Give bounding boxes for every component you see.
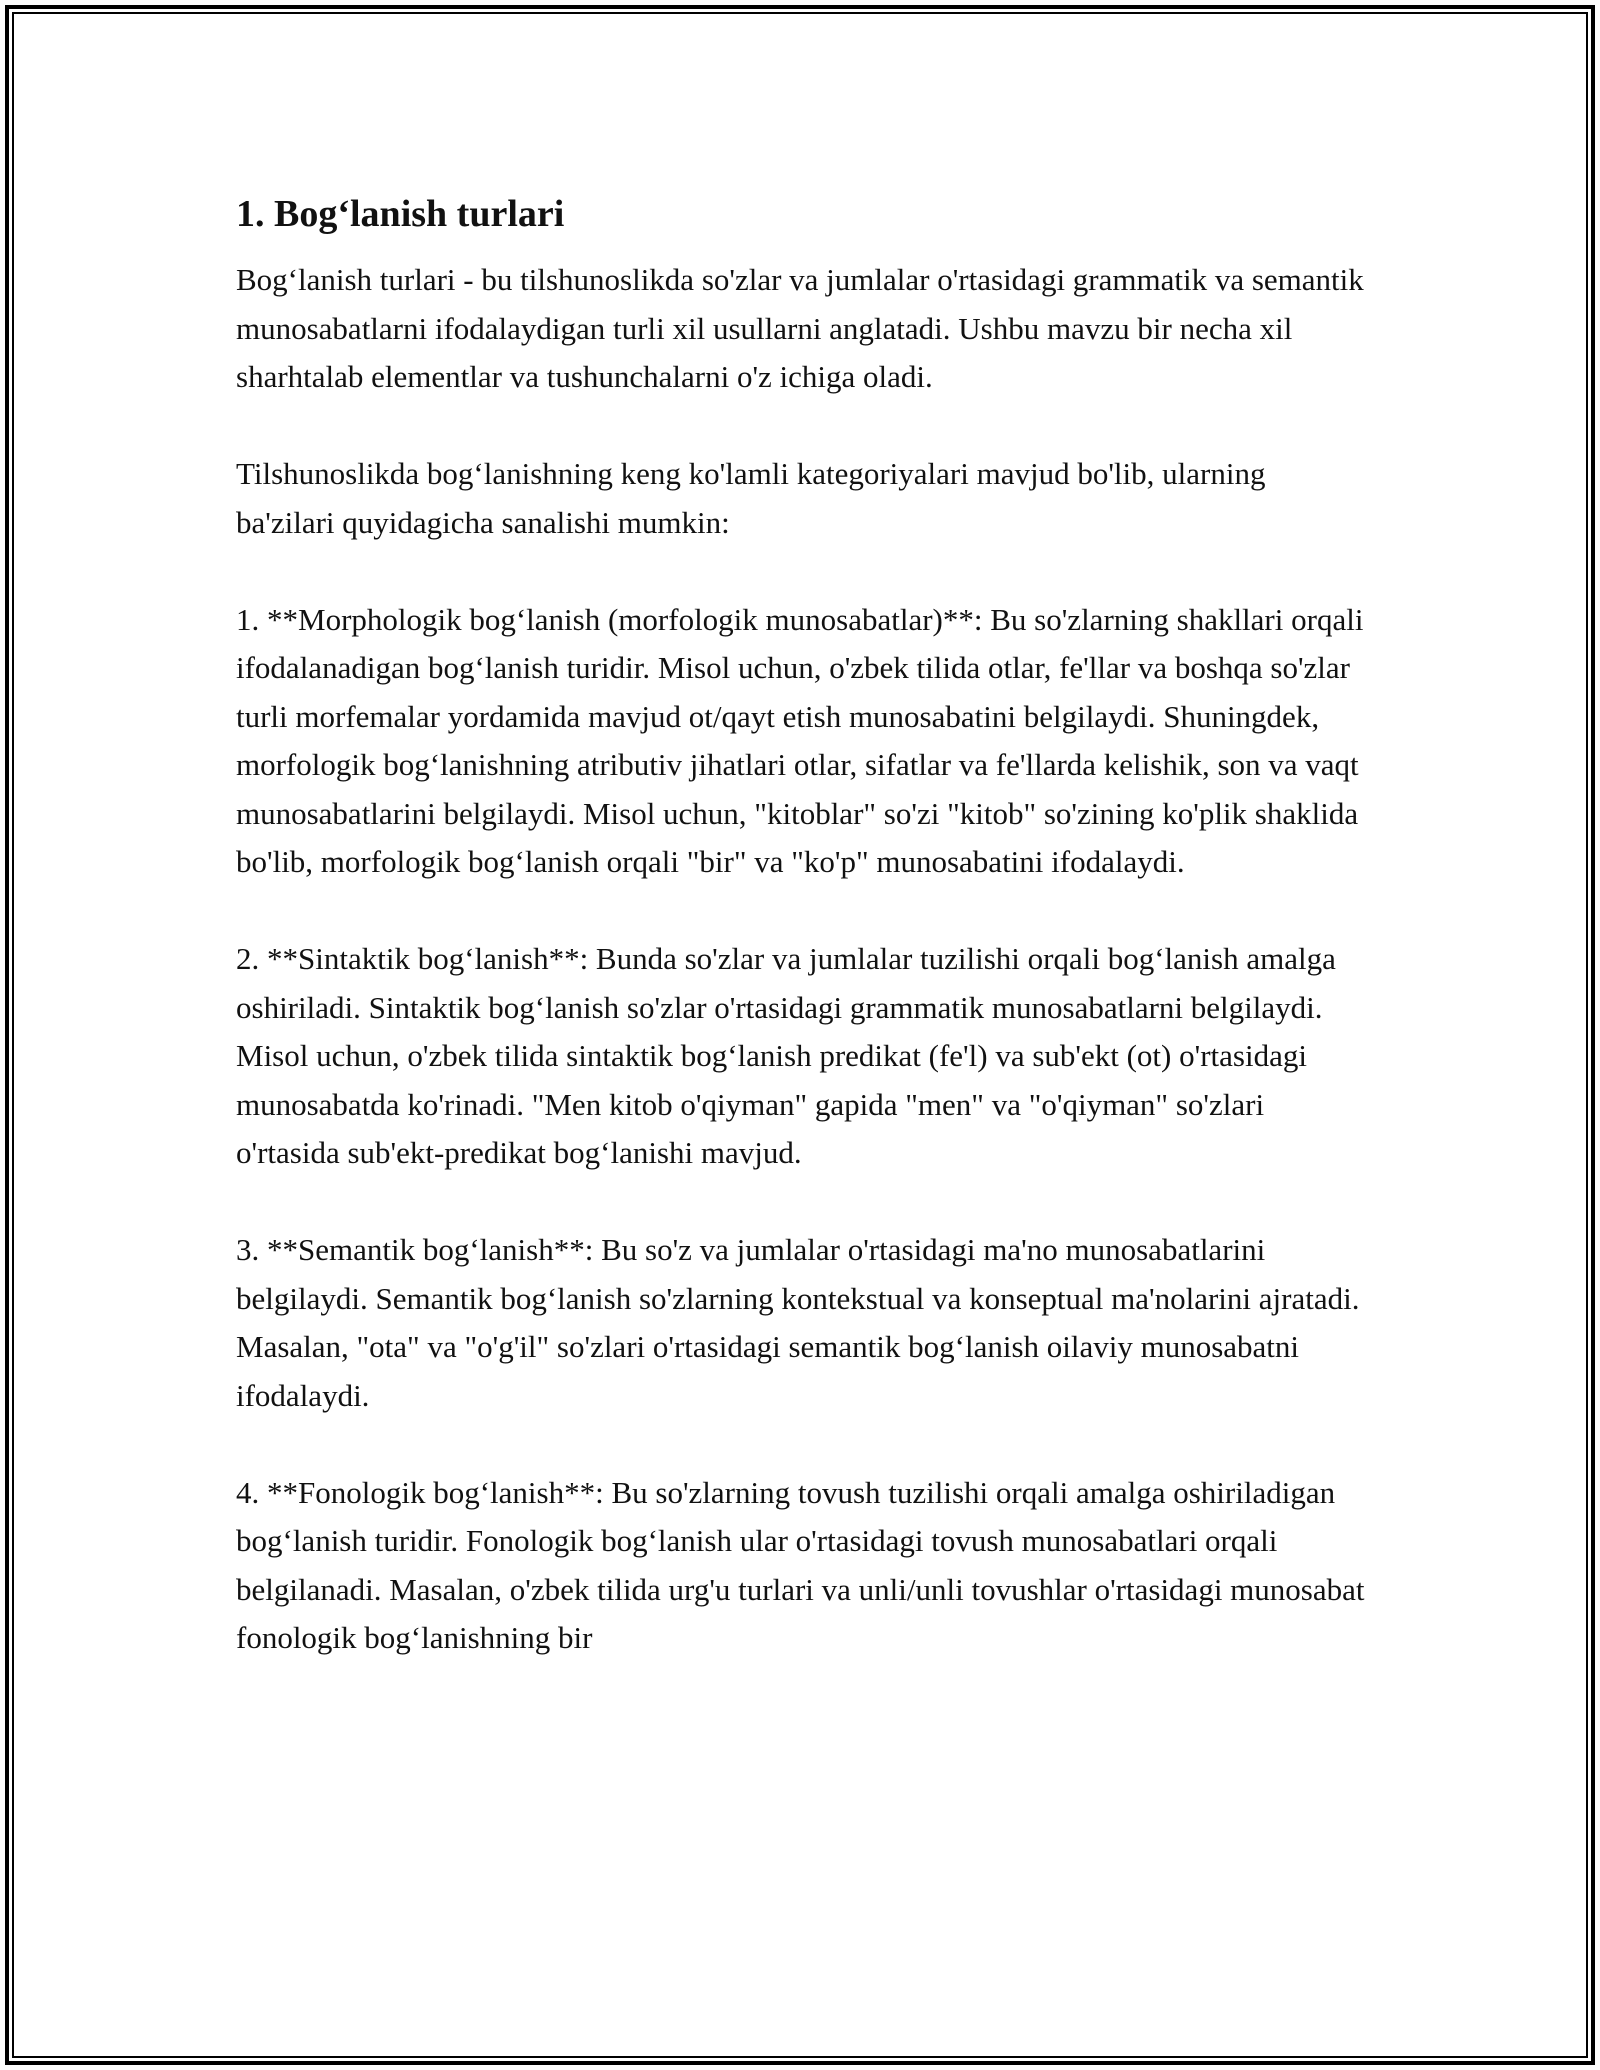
document-body [236, 186, 1366, 1663]
section-heading: 1. Bog‘lanish turlari [236, 193, 565, 235]
paragraph-morphological: 1. **Morphologik bog‘lanish (morfologik munosabatlar)**: Bu so'zlarning shakllari orqali ifodalanadigan bog‘lanish turidir. Misol uchun, o'zbek tilida otlar, fe'llar va boshqa so'zlar turli morfemalar yordamida mavjud ot/qayt etish munosabatini belgilaydi. Shuningdek, morfologik bog‘lanishning atributiv jihatlari otlar, sifatlar va fe'llarda kelishik, son va vaqt munosabatlarini belgilaydi. Misol uchun, "kitoblar" so'zi "kitob" so'zining ko'plik shaklida bo'lib, morfologik bog‘lanish orqali "bir" va "ko'p" munosabatini ifodalaydi. [236, 601, 1364, 879]
paragraph-semantic: 3. **Semantik bog‘lanish**: Bu so'z va jumlalar o'rtasidagi ma'no munosabatlarini belgilaydi. Semantik bog‘lanish so'zlarning kontekstual va konseptual ma'nolarini ajratadi. Masalan, "ota" va "o'g'il" so'zlari o'rtasidagi semantik bog‘lanish oilaviy munosabatni ifodalaydi. [236, 1232, 1360, 1413]
paragraph-categories: Tilshunoslikda bog‘lanishning keng ko'lamli kategoriyalari mavjud bo'lib, ularning ba'zilari quyidagicha sanalishi mumkin: [236, 456, 1266, 540]
paragraph-phonological: 4. **Fonologik bog‘lanish**: Bu so'zlarning tovush tuzilishi orqali amalga oshiriladigan bog‘lanish turidir. Fonologik bog‘lanish ular o'rtasidagi tovush munosabatlari orqali belgilanadi. Masalan, o'zbek tilida urg'u turlari va unli/unli tovushlar o'rtasidagi munosabat fonologik bog‘lanishning bir [236, 1474, 1365, 1655]
paragraph-intro: Bog‘lanish turlari - bu tilshunoslikda so'zlar va jumlalar o'rtasidagi grammatik va semantik munosabatlarni ifodalaydigan turli xil usullarni anglatadi. Ushbu mavzu bir necha xil sharhtalab elementlar va tushunchalarni o'z ichiga oladi. [236, 262, 1364, 394]
paragraph-syntactic: 2. **Sintaktik bog‘lanish**: Bunda so'zlar va jumlalar tuzilishi orqali bog‘lanish amalga oshiriladi. Sintaktik bog‘lanish so'zlar o'rtasidagi grammatik munosabatlarni belgilaydi. Misol uchun, o'zbek tilida sintaktik bog‘lanish predikat (fe'l) va sub'ekt (ot) o'rtasidagi munosabatda ko'rinadi. "Men kitob o'qiyman" gapida "men" va "o'qiyman" so'zlari o'rtasida sub'ekt-predikat bog‘lanishi mavjud. [236, 941, 1336, 1170]
